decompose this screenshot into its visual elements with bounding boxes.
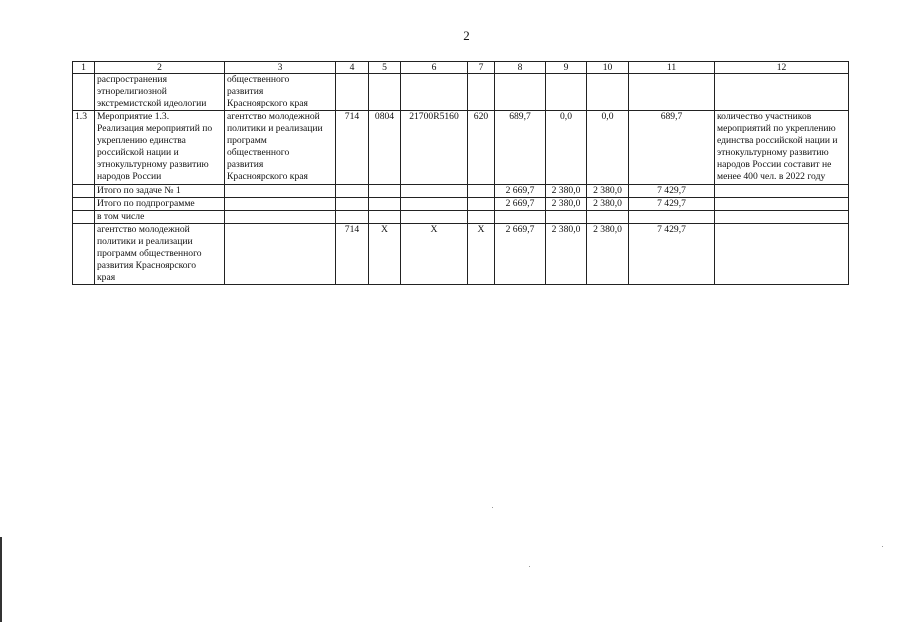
subprogram-total-label: Итого по подпрограмме	[95, 198, 225, 211]
col-header: 1	[73, 62, 95, 74]
task-total-label: Итого по задаче № 1	[95, 185, 225, 198]
page-number: 2	[463, 28, 470, 43]
subprogram-total-row	[73, 198, 849, 211]
continuation-executor: общественного развития Красноярского края	[225, 74, 336, 111]
task-total-row	[73, 185, 849, 198]
expected-result: количество участников мероприятий по укреплению единства российской нации и этнокультурному развитию народов России составит не менее 400 чел. в 2022 году	[715, 111, 849, 185]
including-label: в том числе	[95, 211, 225, 224]
expense-type-code: 620	[468, 111, 495, 185]
col-header: 4	[336, 62, 369, 74]
agency-2023: 2 380,0	[546, 224, 587, 285]
col-header: 3	[225, 62, 336, 74]
col-header: 9	[546, 62, 587, 74]
agency-total: 7 429,7	[629, 224, 715, 285]
continuation-row	[73, 74, 849, 111]
agency-target-code: Х	[401, 224, 468, 285]
scan-edge-mark	[0, 537, 2, 622]
section-code: 0804	[369, 111, 401, 185]
scan-speck	[882, 546, 883, 547]
col-header: 11	[629, 62, 715, 74]
agency-expense-code: Х	[468, 224, 495, 285]
column-number-row	[73, 62, 849, 74]
task-total-2022: 2 669,7	[495, 185, 546, 198]
amount-total: 689,7	[629, 111, 715, 185]
task-total-sum: 7 429,7	[629, 185, 715, 198]
col-header: 6	[401, 62, 468, 74]
col-header: 5	[369, 62, 401, 74]
scan-speck	[492, 507, 493, 508]
col-header: 10	[587, 62, 629, 74]
agency-section-code: Х	[369, 224, 401, 285]
col-header: 7	[468, 62, 495, 74]
agency-2022: 2 669,7	[495, 224, 546, 285]
col-header: 8	[495, 62, 546, 74]
measure-description: Мероприятие 1.3. Реализация мероприятий по укреплению единства российской нации и этнокультурному развитию народов России	[95, 111, 225, 185]
task-total-2023: 2 380,0	[546, 185, 587, 198]
including-row	[73, 211, 849, 224]
subprogram-total-sum: 7 429,7	[629, 198, 715, 211]
measure-executor: агентство молодежной политики и реализации программ общественного развития Красноярского края	[225, 111, 336, 185]
task-total-2024: 2 380,0	[587, 185, 629, 198]
grbs-code: 714	[336, 111, 369, 185]
subprogram-total-2023: 2 380,0	[546, 198, 587, 211]
amount-2022: 689,7	[495, 111, 546, 185]
agency-grbs-code: 714	[336, 224, 369, 285]
col-header: 12	[715, 62, 849, 74]
col-header: 2	[95, 62, 225, 74]
agency-name: агентство молодежной политики и реализации программ общественного развития Красноярского края	[95, 224, 225, 285]
amount-2023: 0,0	[546, 111, 587, 185]
agency-row	[73, 224, 849, 285]
measure-number: 1.3	[73, 111, 95, 185]
subprogram-total-2022: 2 669,7	[495, 198, 546, 211]
measure-1-3-row	[73, 111, 849, 185]
scan-speck	[529, 566, 530, 567]
continuation-description: распространения этнорелигиозной экстремистской идеологии	[95, 74, 225, 111]
subprogram-total-2024: 2 380,0	[587, 198, 629, 211]
agency-2024: 2 380,0	[587, 224, 629, 285]
target-article-code: 21700R5160	[401, 111, 468, 185]
budget-table	[72, 61, 849, 285]
amount-2024: 0,0	[587, 111, 629, 185]
